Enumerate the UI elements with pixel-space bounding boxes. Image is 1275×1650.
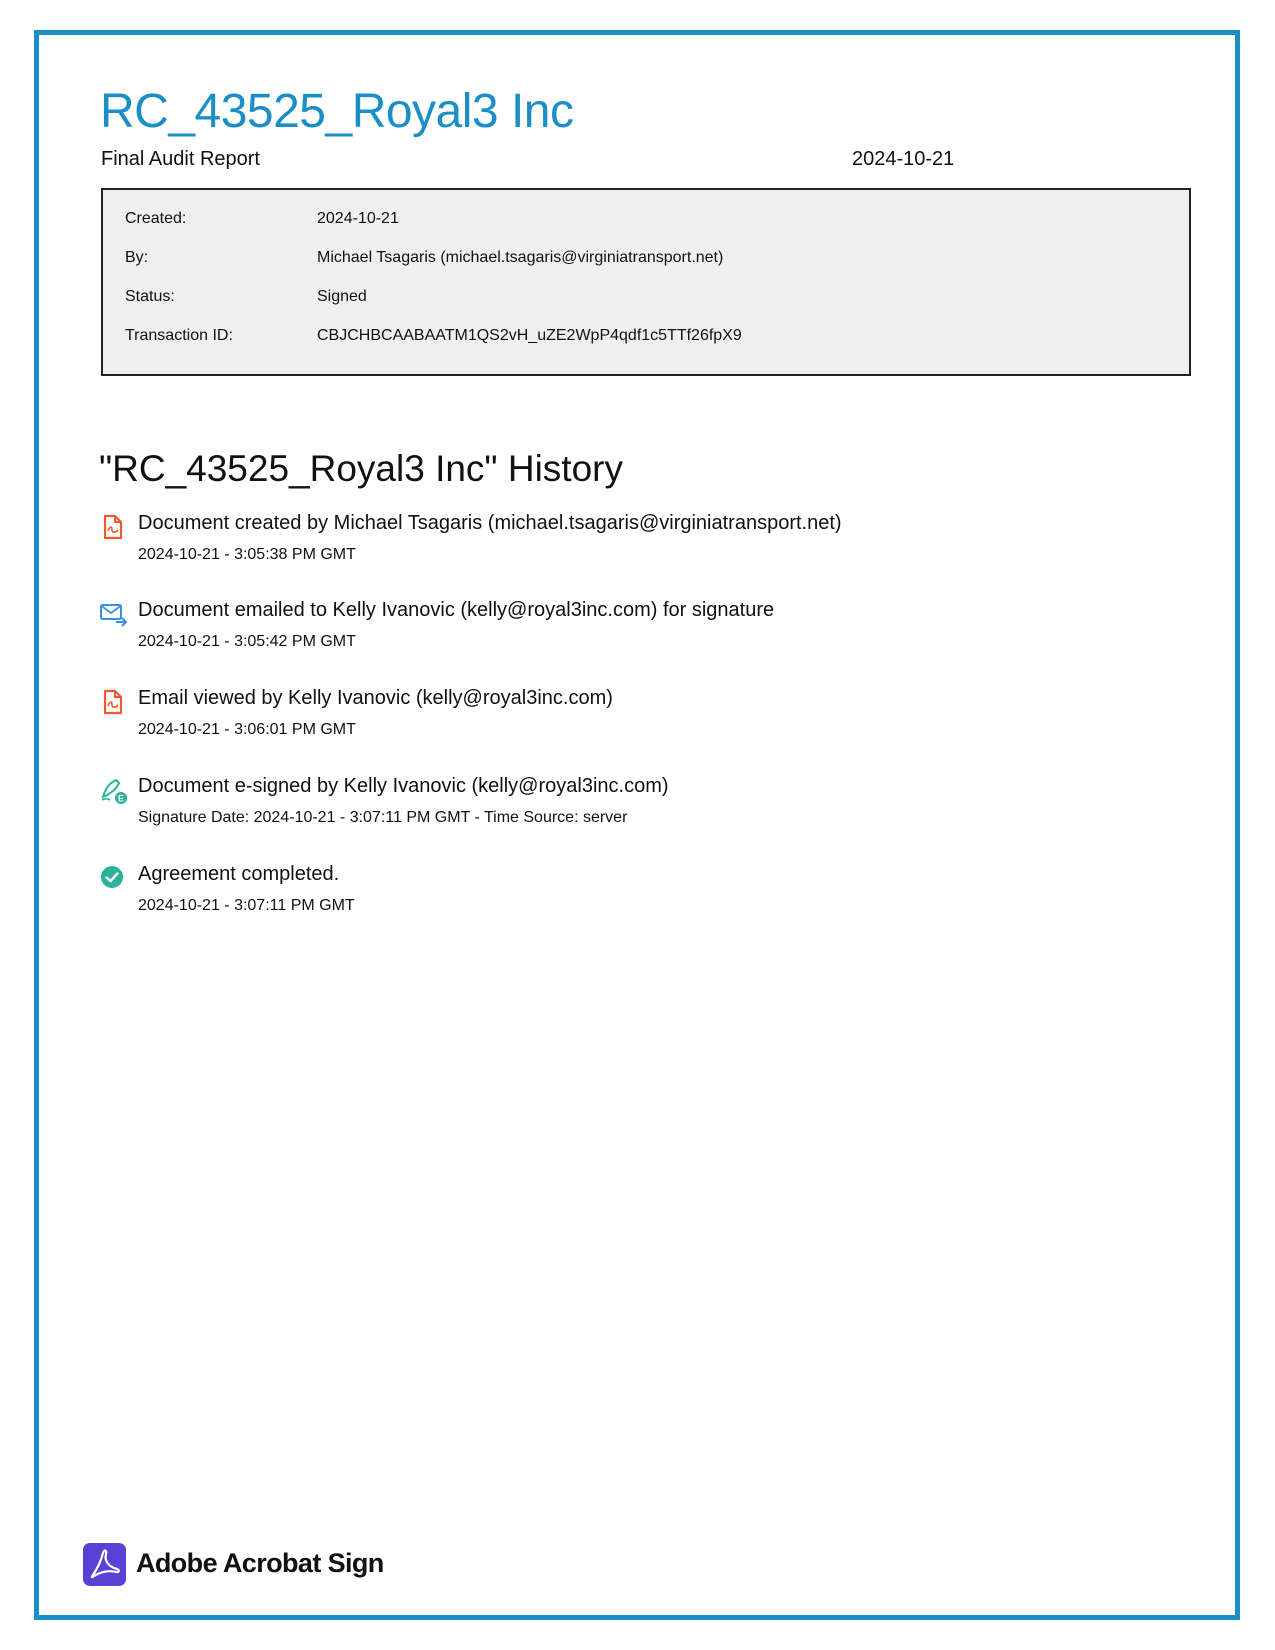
summary-value: Michael Tsagaris (michael.tsagaris@virginiatransport.net) bbox=[317, 249, 724, 266]
history-title: "RC_43525_Royal3 Inc" History bbox=[99, 448, 623, 489]
event-timestamp: Signature Date: 2024-10-21 - 3:07:11 PM GMT - Time Source: server bbox=[138, 809, 628, 826]
summary-row-created bbox=[125, 210, 399, 228]
event-description: Document e-signed by Kelly Ivanovic (kelly@royal3inc.com) bbox=[138, 775, 669, 797]
event-description: Document emailed to Kelly Ivanovic (kelly@royal3inc.com) for signature bbox=[138, 599, 775, 621]
email-sent-icon bbox=[100, 601, 126, 627]
summary-row-transaction-id bbox=[125, 327, 742, 345]
brand-name: Adobe Acrobat Sign bbox=[136, 1548, 384, 1578]
acrobat-logo-icon bbox=[83, 1543, 126, 1586]
event-description: Email viewed by Kelly Ivanovic (kelly@royal3inc.com) bbox=[138, 687, 613, 709]
event-timestamp: 2024-10-21 - 3:05:42 PM GMT bbox=[138, 633, 356, 650]
summary-row-status bbox=[125, 288, 367, 306]
summary-label: Created: bbox=[125, 210, 187, 227]
event-timestamp: 2024-10-21 - 3:05:38 PM GMT bbox=[138, 546, 356, 563]
event-timestamp: 2024-10-21 - 3:07:11 PM GMT bbox=[138, 897, 355, 914]
summary-box bbox=[101, 188, 1191, 376]
report-subtitle: Final Audit Report bbox=[101, 148, 260, 170]
esign-icon bbox=[100, 777, 126, 803]
document-viewed-icon bbox=[100, 689, 126, 715]
event-description: Document created by Michael Tsagaris (michael.tsagaris@virginiatransport.net) bbox=[138, 512, 842, 534]
summary-value: CBJCHBCAABAATM1QS2vH_uZE2WpP4qdf1c5TTf26fpX9 bbox=[317, 327, 742, 344]
summary-value: 2024-10-21 bbox=[317, 210, 399, 227]
document-title: RC_43525_Royal3 Inc bbox=[100, 85, 574, 138]
summary-value: Signed bbox=[317, 288, 367, 305]
document-created-icon bbox=[100, 514, 126, 540]
summary-label: By: bbox=[125, 249, 149, 266]
summary-label: Transaction ID: bbox=[125, 327, 233, 344]
check-circle-icon bbox=[100, 865, 126, 891]
event-timestamp: 2024-10-21 - 3:06:01 PM GMT bbox=[138, 721, 356, 738]
report-date: 2024-10-21 bbox=[852, 148, 955, 170]
summary-label: Status: bbox=[125, 288, 175, 305]
event-description: Agreement completed. bbox=[138, 863, 340, 885]
svg-text:E: E bbox=[117, 793, 125, 804]
summary-row-by bbox=[125, 249, 723, 267]
